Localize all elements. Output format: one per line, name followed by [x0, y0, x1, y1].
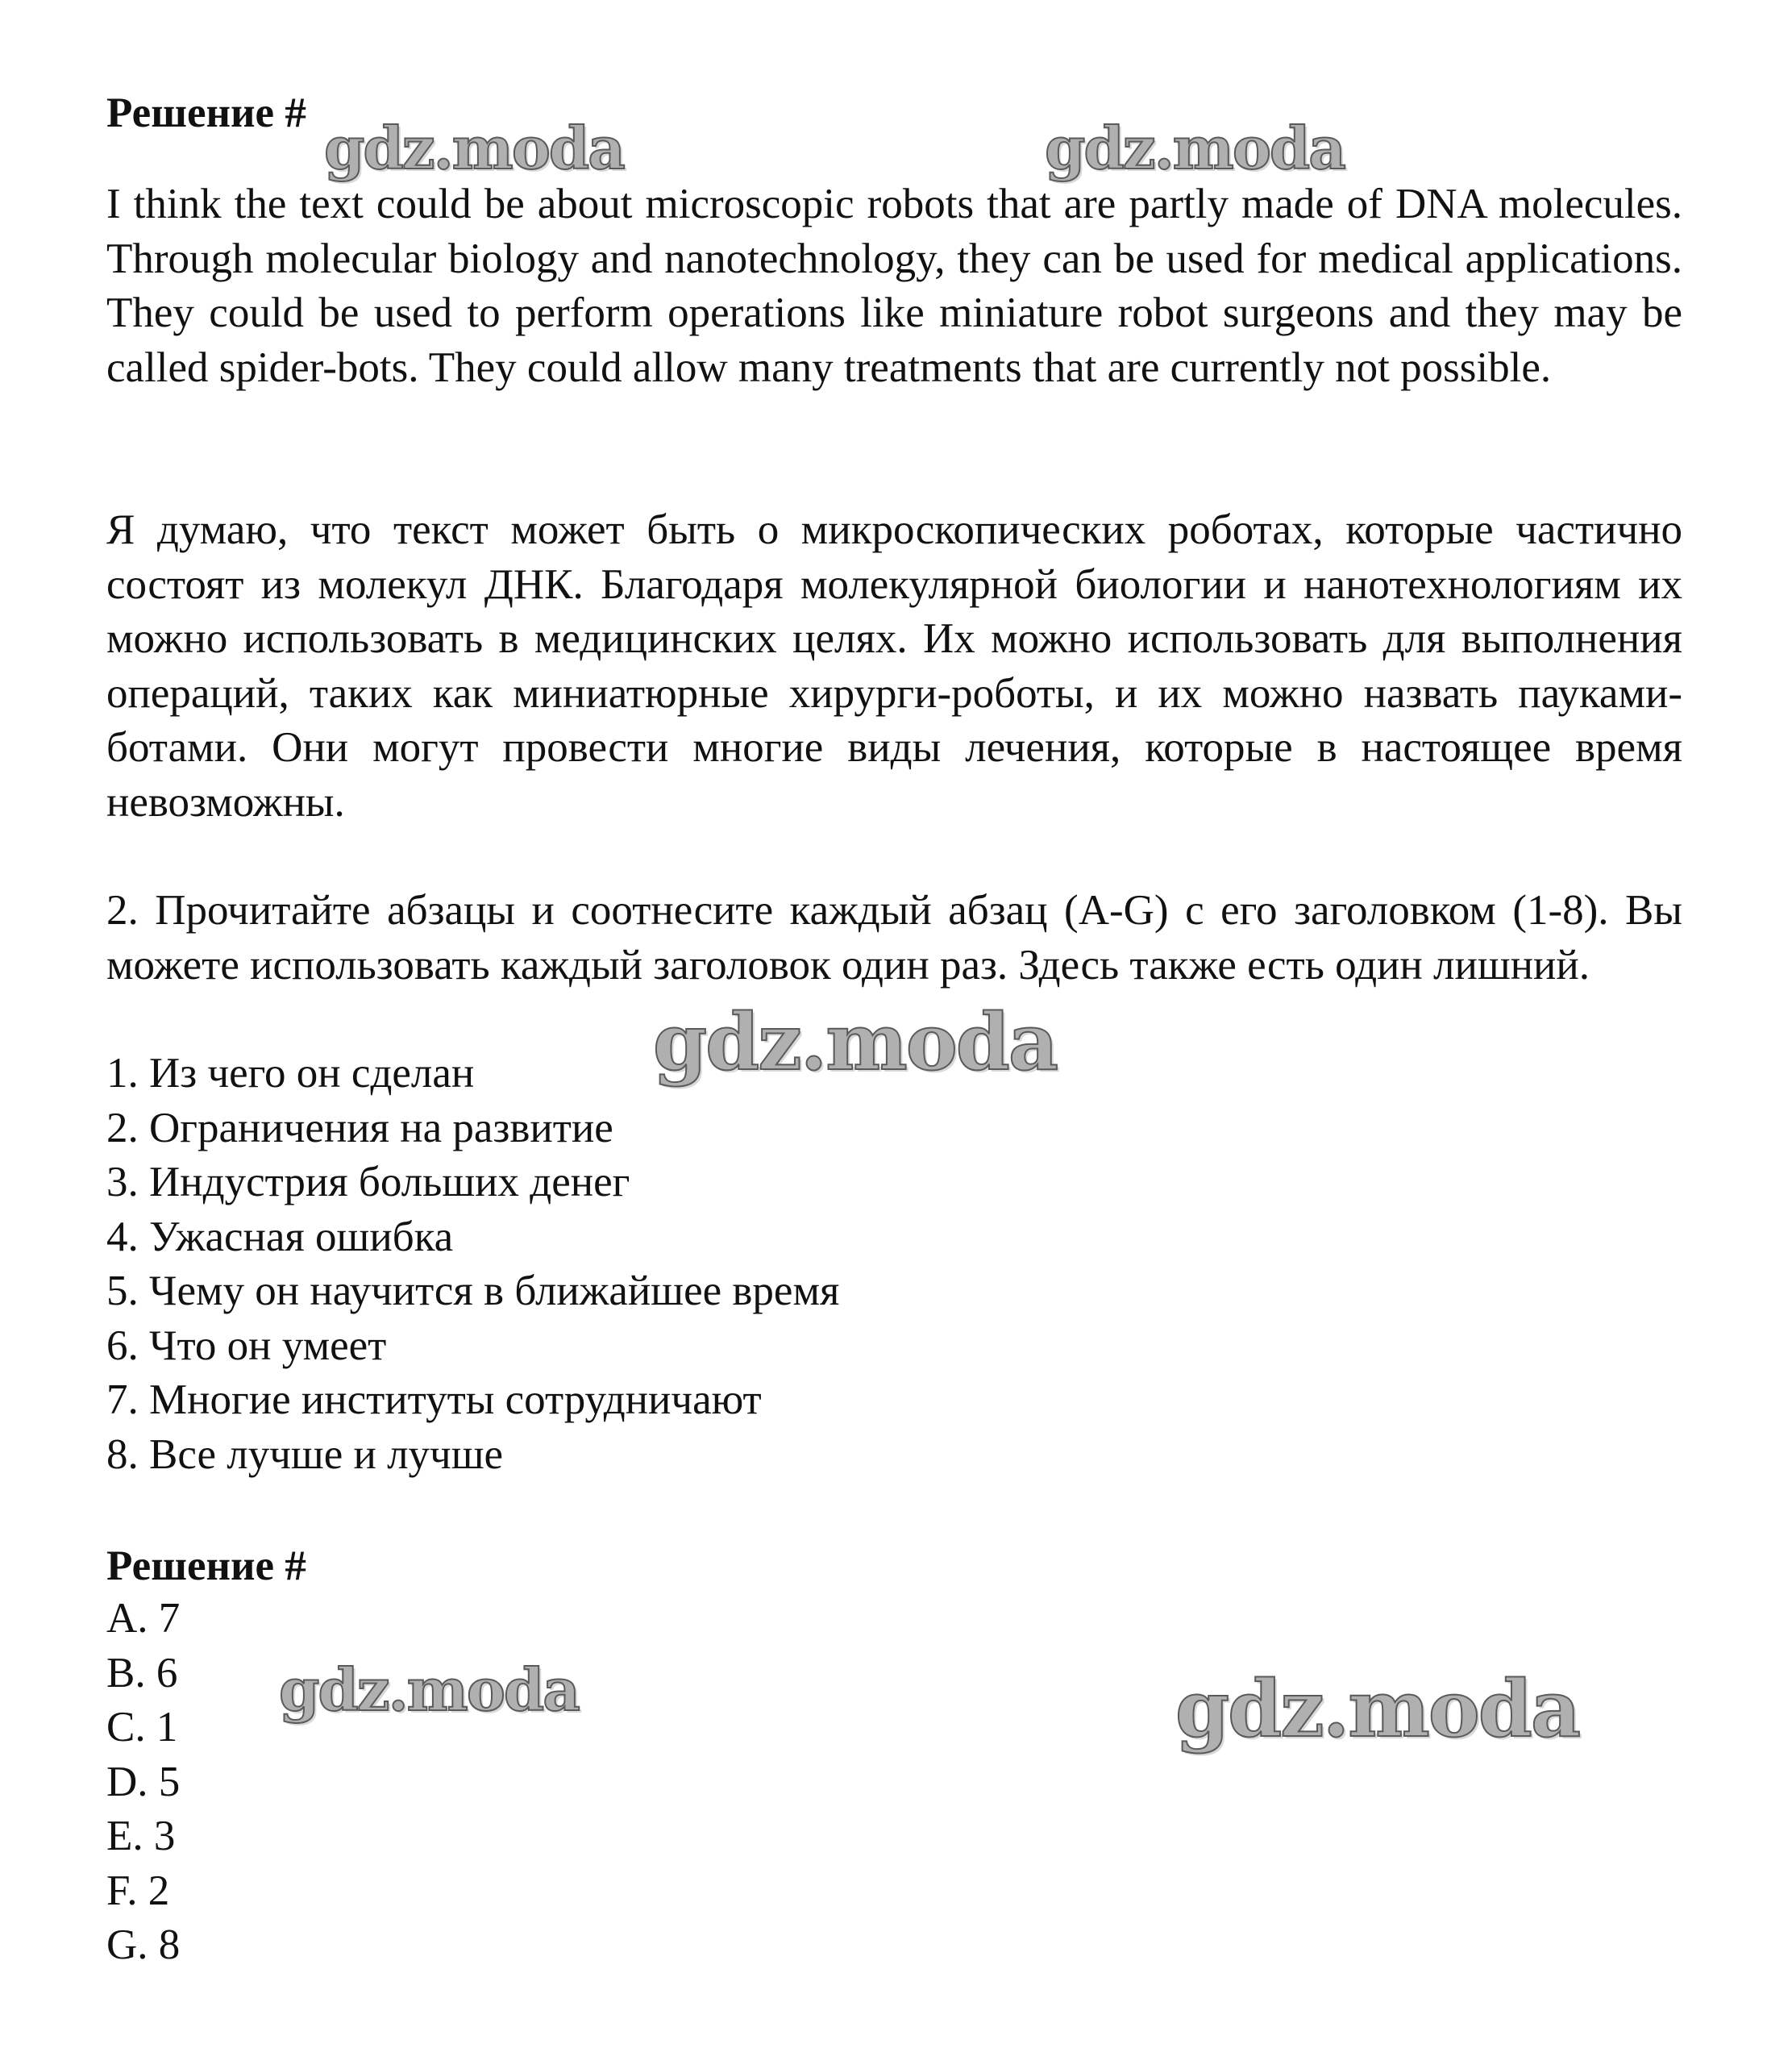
heading-option-8: 8. Все лучше и лучше [106, 1431, 504, 1478]
task-2-instruction: 2. Прочитайте абзацы и соотнесите каждый абзац (A-G) с его заголовком (1-8). Вы можете использовать каждый заголовок один раз. Здесь также есть один лишний. [106, 887, 1682, 989]
heading-option-1: 1. Из чего он сделан [106, 1050, 475, 1097]
heading-option-5: 5. Чему он научится в ближайшее время [106, 1268, 840, 1314]
solution-heading-2: Решение # [106, 1542, 306, 1589]
answer-f: F. 2 [106, 1867, 170, 1914]
answer-b: B. 6 [106, 1650, 178, 1696]
solution-heading-1: Решение # [106, 90, 306, 136]
heading-option-3: 3. Индустрия больших денег [106, 1159, 630, 1205]
watermark-3: gdz.moda [653, 997, 1058, 1088]
watermark-2: gdz.moda [1045, 114, 1345, 182]
paragraph-russian: Я думаю, что текст может быть о микроскопических роботах, которые частично состоят из молекул ДНК. Благодаря молекулярной биологии и нанотехнологиям их можно использовать в медицинских целях. Их можно использовать для выполнения операций, таких как миниатюрные хирурги-роботы, и их можно назвать пауками-ботами. Они могут провести многие виды лечения, которые в настоящее время невозможны. [106, 506, 1682, 826]
watermark-4: gdz.moda [279, 1655, 579, 1724]
answer-c: C. 1 [106, 1704, 178, 1751]
paragraph-english: I think the text could be about microscopic robots that are partly made of DNA molecules. Through molecular biology and nanotechnology, they can be used for medical applications. They could be used to perform operations like miniature robot surgeons and they may be called spider-bots. They could allow many treatments that are currently not possible. [106, 181, 1682, 391]
heading-option-6: 6. Что он умеет [106, 1322, 387, 1369]
heading-option-2: 2. Ограничения на развитие [106, 1105, 613, 1151]
heading-option-7: 7. Многие институты сотрудничают [106, 1376, 762, 1423]
answer-d: D. 5 [106, 1759, 181, 1805]
answer-e: E. 3 [106, 1813, 176, 1859]
watermark-5: gdz.moda [1175, 1663, 1580, 1755]
answer-g: G. 8 [106, 1921, 181, 1968]
heading-option-4: 4. Ужасная ошибка [106, 1214, 454, 1260]
answer-a: A. 7 [106, 1595, 181, 1642]
watermark-1: gdz.moda [324, 114, 624, 182]
